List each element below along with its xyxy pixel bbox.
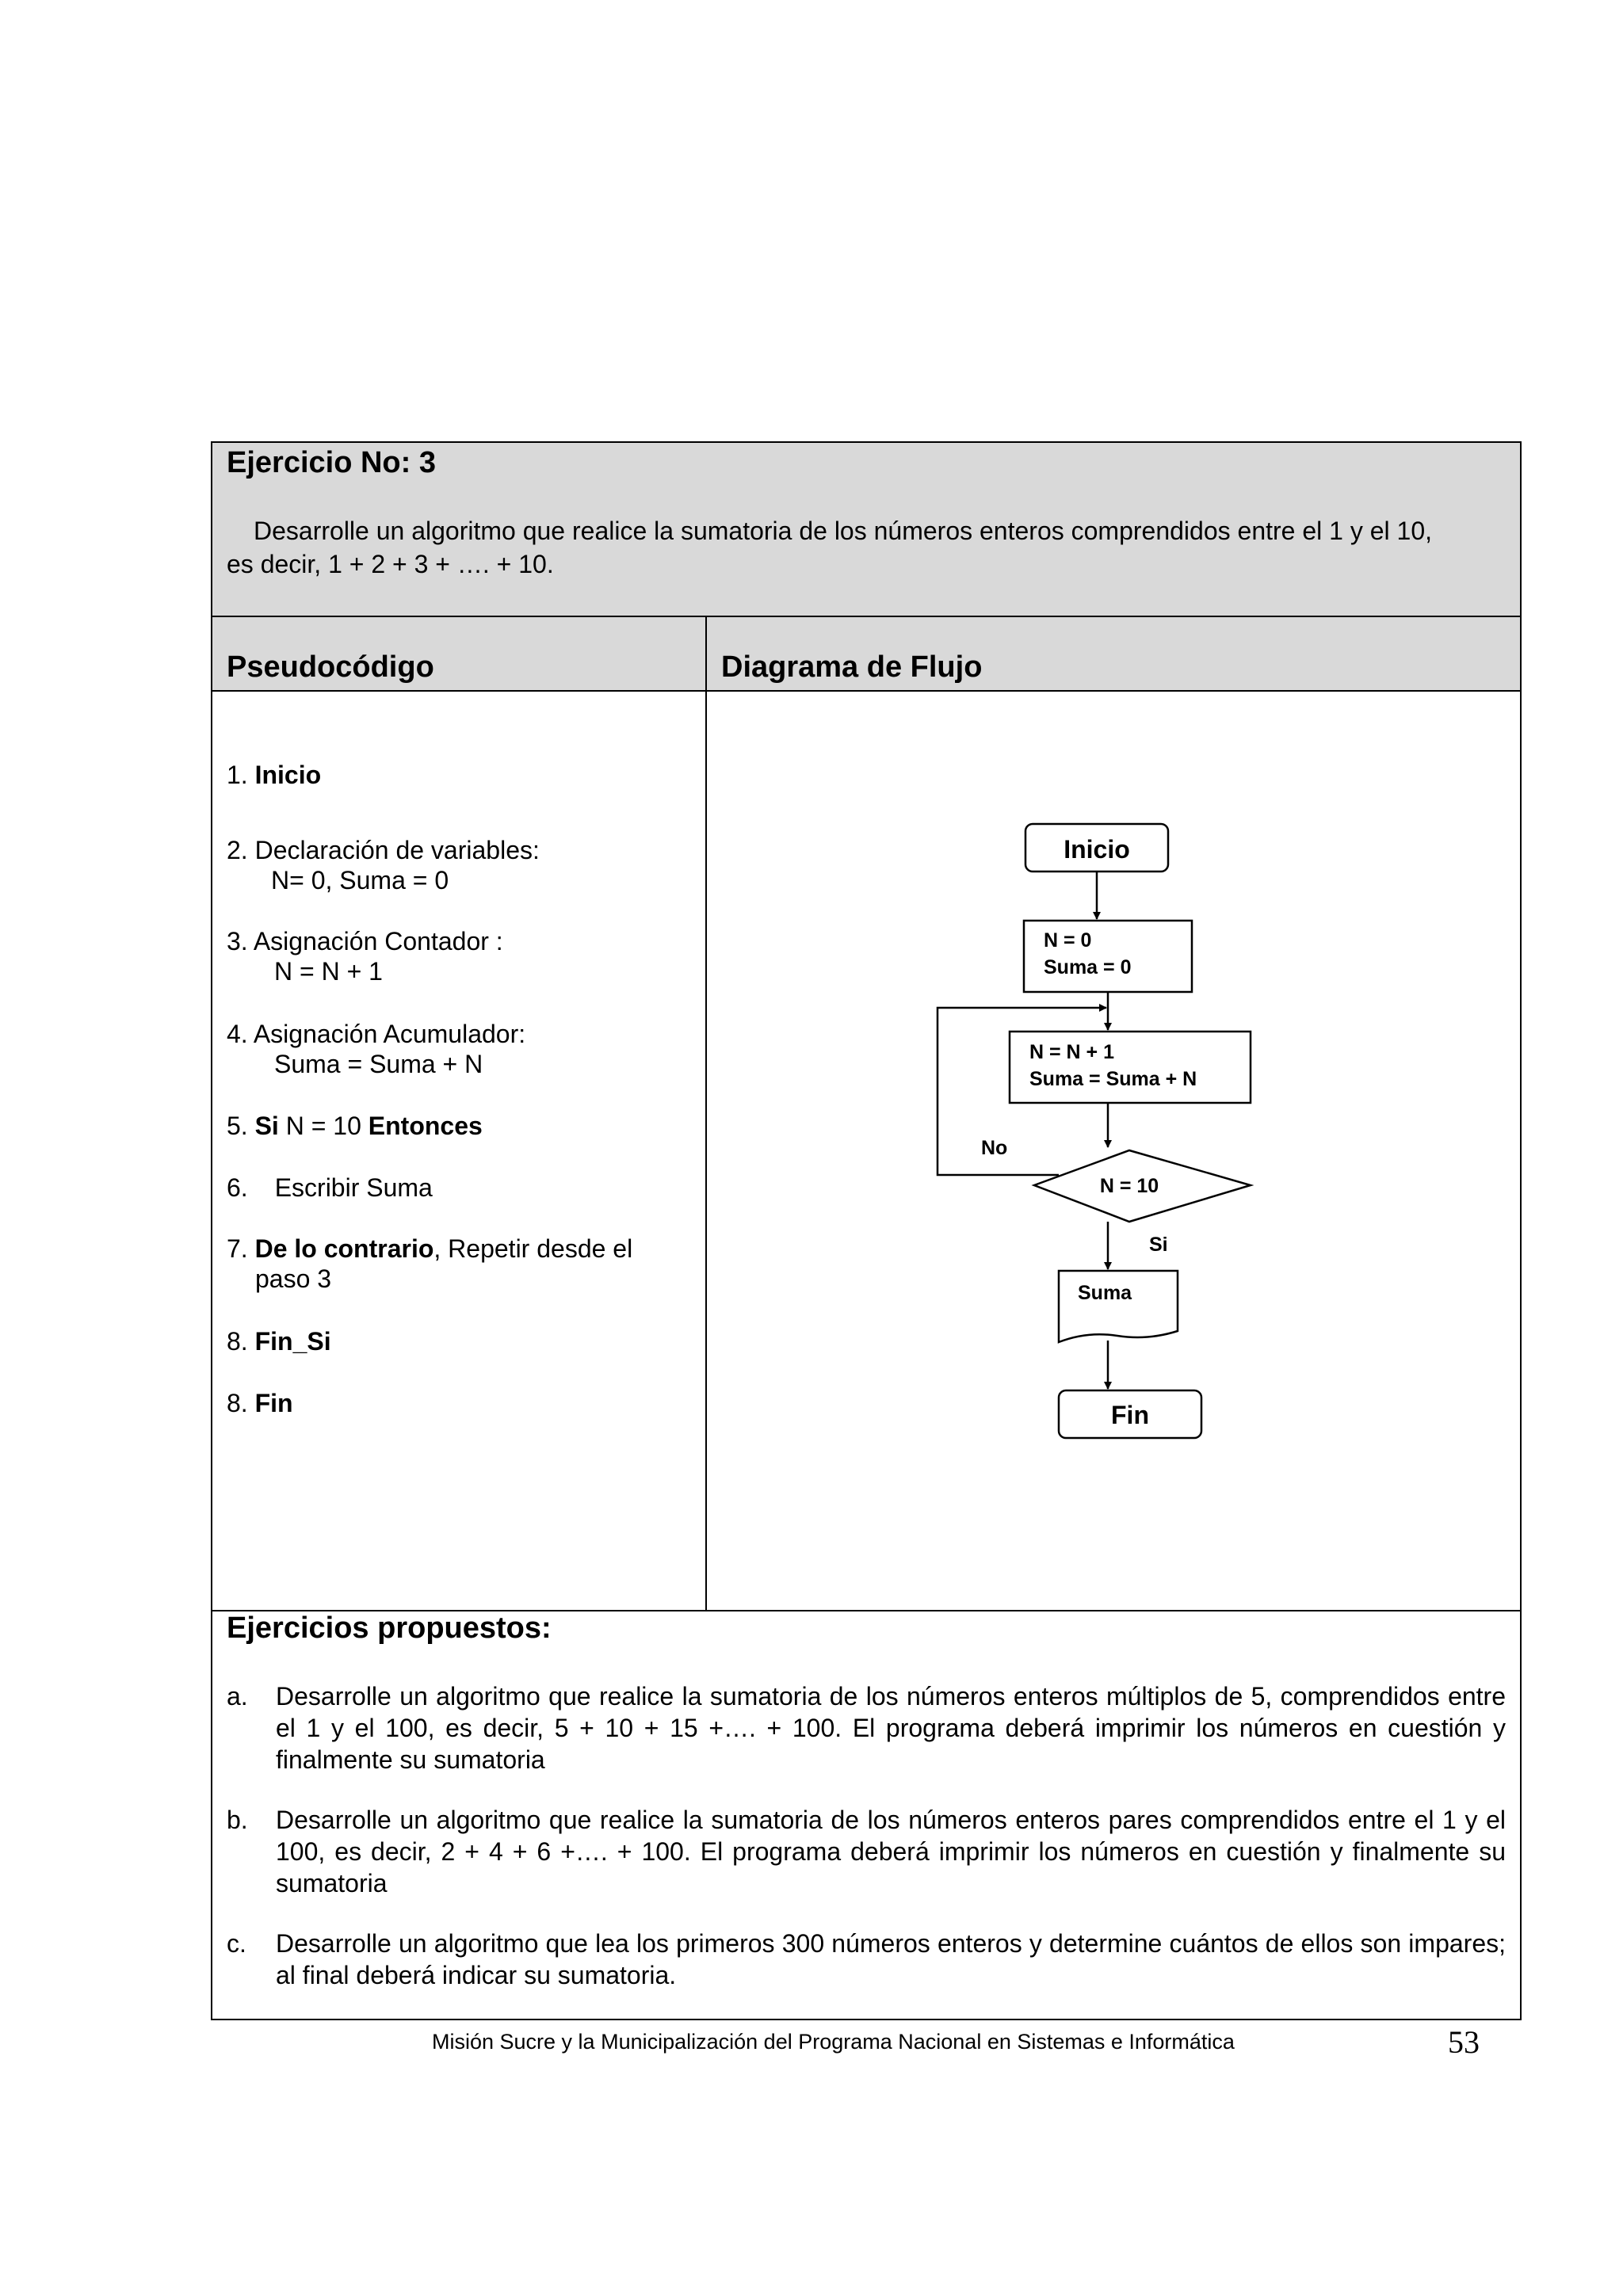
yes-label: Si [1149, 1234, 1168, 1256]
process-line-2: Suma = Suma + N [1029, 1068, 1197, 1090]
start-label: Inicio [1064, 835, 1130, 864]
pseudocode-heading: Pseudocódigo [227, 650, 434, 684]
step-4: 4. Asignación Acumulador: Suma = Suma + N [227, 1020, 526, 1078]
flowchart-heading: Diagrama de Flujo [721, 650, 983, 684]
proposed-item-c: c. Desarrolle un algoritmo que lea los primeros 300 números enteros y determine cuántos de ellos son impares; al final deberá indicar su sumatoria. [227, 1929, 1506, 1989]
page-number: 53 [1448, 2024, 1480, 2060]
step-3: 3. Asignación Contador : N = N + 1 [227, 927, 503, 986]
exercise-title: Ejercicio No: 3 [227, 446, 436, 479]
init-line-2: Suma = 0 [1044, 956, 1132, 978]
proposed-item-b: b. Desarrolle un algoritmo que realice la sumatoria de los números enteros pares comprendidos entre el 1 y el 100, es decir, 2 + 4 + 6 +…. + 100. El programa deberá imprimir los números en cuestión y finalmente su sumatoria [227, 1806, 1506, 1897]
init-line-1: N = 0 [1044, 929, 1092, 952]
decision-label: N = 10 [1099, 1175, 1159, 1197]
output-label: Suma [1078, 1282, 1132, 1304]
proposed-item-a: a. Desarrolle un algoritmo que realice la sumatoria de los números enteros múltiplos de 5, comprendidos entre el 1 y el 100, es decir, 5 + 10 + 15 +…. + 100. El programa deberá imprimir los números en cuestión y finalmente su sumatoria [227, 1682, 1506, 1774]
step-1: 1. Inicio [227, 761, 322, 789]
no-label: No [981, 1137, 1008, 1159]
process-line-1: N = N + 1 [1029, 1041, 1114, 1063]
end-label: Fin [1111, 1401, 1149, 1429]
statement-line-1: Desarrolle un algoritmo que realice la sumatoria de los números enteros comprendidos entre el 1 y el 10, [254, 517, 1432, 545]
statement-line-2: es decir, 1 + 2 + 3 + …. + 10. [227, 550, 554, 578]
step-9: 8. Fin [227, 1389, 293, 1417]
step-6: 6. Escribir Suma [227, 1173, 433, 1202]
step-8: 8. Fin_Si [227, 1327, 331, 1356]
step-7: 7. De lo contrario, Repetir desde el paso 3 [227, 1234, 633, 1293]
proposed-title: Ejercicios propuestos: [227, 1611, 552, 1645]
step-2: 2. Declaración de variables: N= 0, Suma = 0 [227, 836, 540, 894]
footer-text: Misión Sucre y la Municipalización del Programa Nacional en Sistemas e Informática [432, 2030, 1235, 2054]
step-5: 5. Si N = 10 Entonces [227, 1112, 483, 1140]
